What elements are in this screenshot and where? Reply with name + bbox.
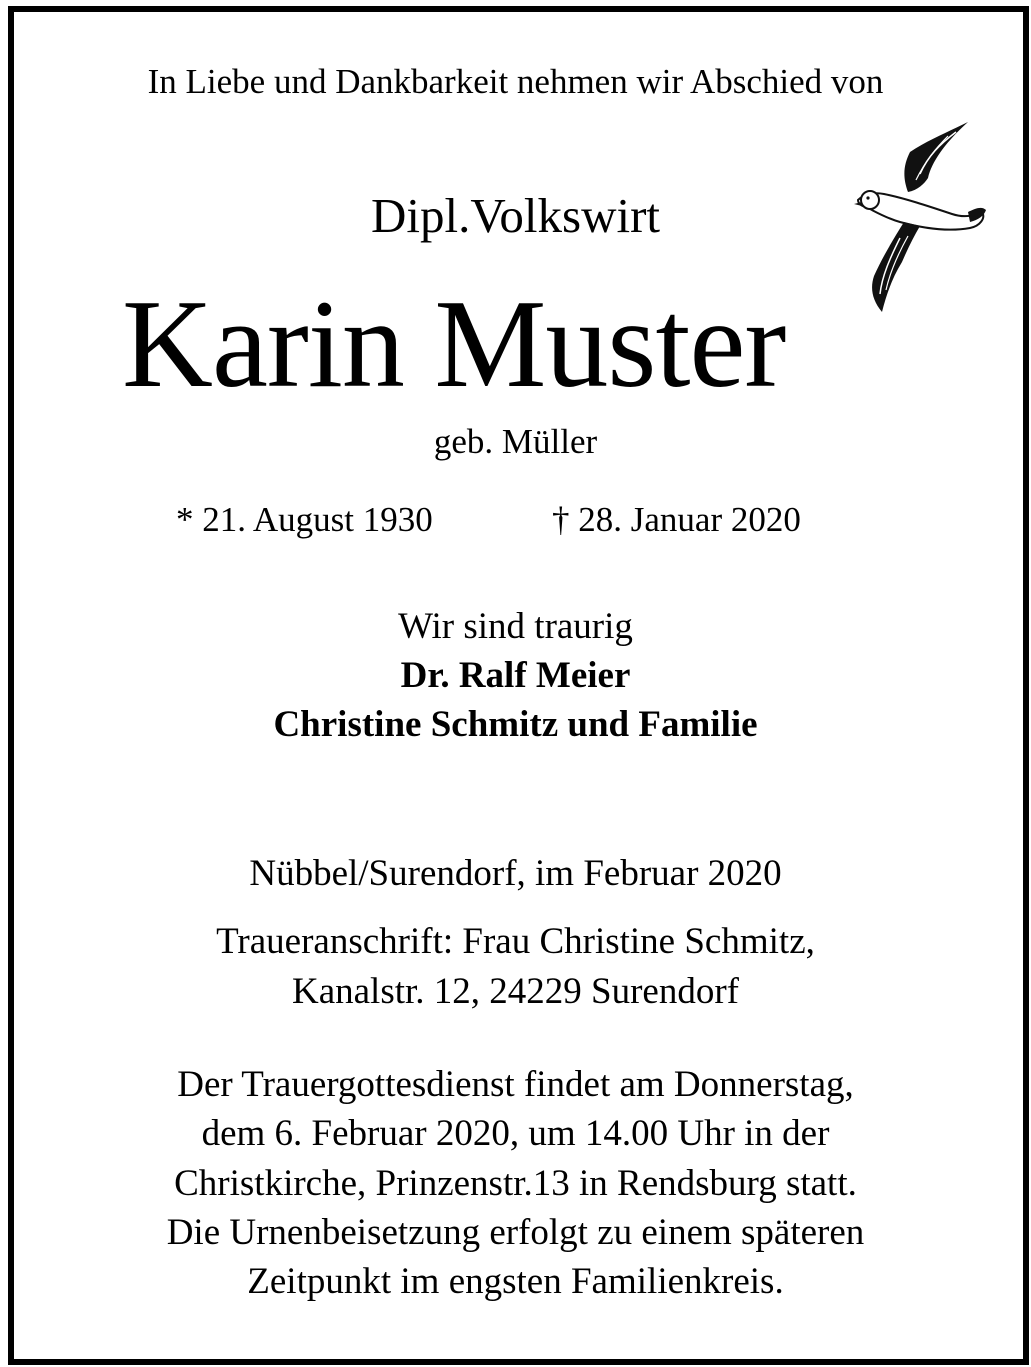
maiden-name: geb. Müller [433, 422, 598, 461]
place-and-date: Nübbel/Surendorf, im Februar 2020 [249, 853, 782, 894]
birth-date: * 21. August 1930 [176, 500, 433, 539]
mourning-address-line: Kanalstr. 12, 24229 Surendorf [291, 971, 740, 1012]
service-info-line: Christkirche, Prinzenstr.13 in Rendsburg statt. [174, 1163, 857, 1204]
death-date: † 28. Januar 2020 [552, 500, 801, 539]
service-info-line: Die Urnenbeisetzung erfolgt zu einem späteren [166, 1212, 865, 1253]
mourner-name: Christine Schmitz und Familie [273, 704, 758, 745]
academic-title: Dipl.Volkswirt [370, 188, 661, 243]
deceased-name: Karin Muster [122, 275, 786, 414]
service-info-line: Zeitpunkt im engsten Familienkreis. [247, 1261, 784, 1302]
service-info-line: Der Trauergottesdienst findet am Donnerstag, [177, 1064, 854, 1105]
mourner-name: Dr. Ralf Meier [400, 655, 631, 696]
intro-text: In Liebe und Dankbarkeit nehmen wir Abschied von [147, 62, 884, 101]
mourning-address-line: Traueranschrift: Frau Christine Schmitz, [216, 921, 815, 962]
mourners-intro: Wir sind traurig [398, 606, 633, 647]
service-info-line: dem 6. Februar 2020, um 14.00 Uhr in der [201, 1113, 830, 1154]
seagull-icon [848, 118, 988, 318]
